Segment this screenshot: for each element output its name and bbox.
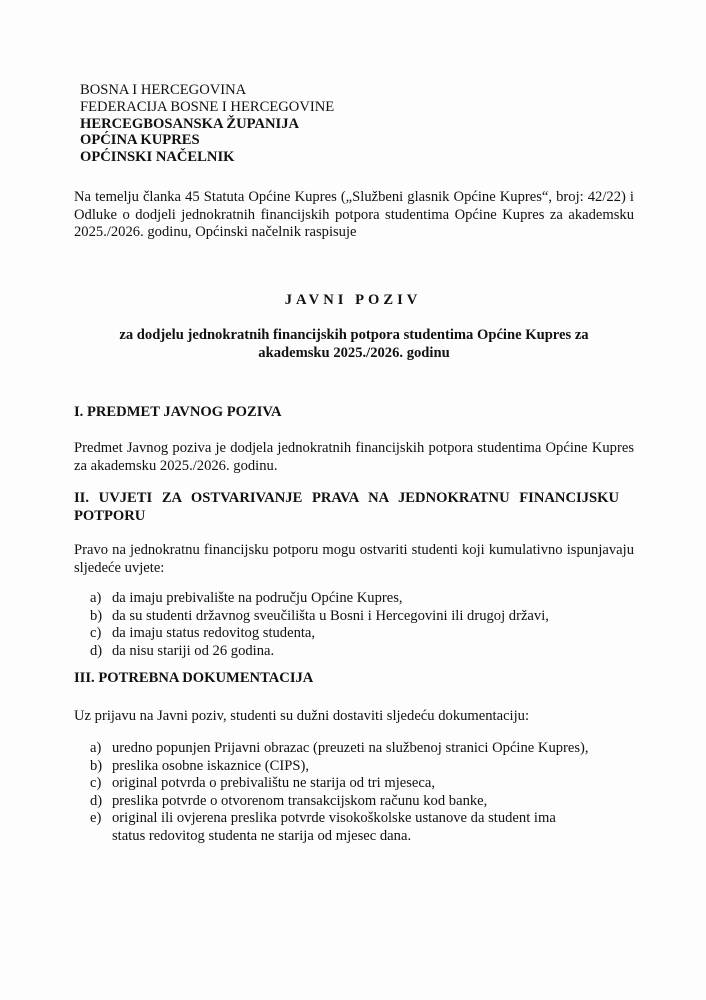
list-item <box>90 625 610 643</box>
list-marker: d) <box>90 642 103 659</box>
list-marker: a) <box>90 740 102 756</box>
list-item <box>90 740 590 758</box>
list-marker: e) <box>90 810 102 827</box>
section-3-heading: III. POTREBNA DOKUMENTACIJA <box>74 670 314 686</box>
list-marker: a) <box>90 590 102 606</box>
intro-paragraph: Na temelju članka 45 Statuta Općine Kupres („Službeni glasnik Općine Kupres“, broj: 42/22) i Odluke o dodjeli jednokratnih financijskih potpora studentima Općine Kupres za akademsku 2025./2026. godinu, Općinski načelnik raspisuje <box>74 189 634 241</box>
list-item-text: da imaju status redovitog studenta, <box>112 625 316 642</box>
document-subtitle: za dodjelu jednokratnih financijskih potpora studentima Općine Kupres za akademsku 2025./2026. godinu <box>119 327 589 361</box>
conditions-list <box>90 590 610 660</box>
header-country: BOSNA I HERCEGOVINA <box>80 82 247 98</box>
header-municipality: OPĆINA KUPRES <box>80 132 200 149</box>
section-1-text: Predmet Javnog poziva je dodjela jednokratnih financijskih potpora studentima Općine Kupres za akademsku 2025./2026. godinu. <box>74 440 634 474</box>
documents-list <box>90 740 590 846</box>
list-item-text: da nisu stariji od 26 godina. <box>112 642 275 659</box>
list-item-text: preslika potvrde o otvorenom transakcijskom računu kod banke, <box>112 792 488 809</box>
list-item-text: da imaju prebivalište na području Općine Kupres, <box>112 590 403 606</box>
list-marker: c) <box>90 775 102 792</box>
list-item <box>90 793 590 811</box>
list-item-text: original potvrda o prebivalištu ne starija od tri mjeseca, <box>112 775 435 792</box>
section-2-text: Pravo na jednokratnu financijsku potporu mogu ostvariti studenti koji kumulativno ispunjavaju sljedeće uvjete: <box>74 542 634 576</box>
list-item-text: preslika osobne iskaznice (CIPS), <box>112 757 309 774</box>
section-1-heading: I. PREDMET JAVNOG POZIVA <box>74 404 282 420</box>
list-item-text: uredno popunjen Prijavni obrazac (preuzeti na službenoj stranici Općine Kupres), <box>112 740 589 756</box>
document-title: JAVNI POZIV <box>284 292 422 308</box>
section-3-text: Uz prijavu na Javni poziv, studenti su dužni dostaviti sljedeću dokumentaciju: <box>74 708 530 724</box>
list-item <box>90 590 610 608</box>
header-canton: HERCEGBOSANSKA ŽUPANIJA <box>80 115 300 132</box>
list-item <box>90 775 590 793</box>
list-marker: b) <box>90 757 103 774</box>
list-marker: c) <box>90 625 102 642</box>
list-item <box>90 608 610 626</box>
list-item <box>90 758 590 776</box>
list-item <box>90 810 590 845</box>
document-header <box>80 82 334 166</box>
header-federation: FEDERACIJA BOSNE I HERCEGOVINE <box>80 98 335 115</box>
list-marker: d) <box>90 792 103 809</box>
list-item-text: da su studenti državnog sveučilišta u Bosni i Hercegovini ili drugoj državi, <box>112 607 549 624</box>
list-item-text: original ili ovjerena preslika potvrde visokoškolske ustanove da student ima status redovitog studenta ne starija od mjesec dana. <box>112 810 556 844</box>
section-2-heading: II. UVJETI ZA OSTVARIVANJE PRAVA NA JEDNOKRATNU FINANCIJSKU POTPORU <box>74 490 619 524</box>
header-mayor: OPĆINSKI NAČELNIK <box>80 149 235 166</box>
list-item <box>90 643 610 661</box>
list-marker: b) <box>90 607 103 624</box>
